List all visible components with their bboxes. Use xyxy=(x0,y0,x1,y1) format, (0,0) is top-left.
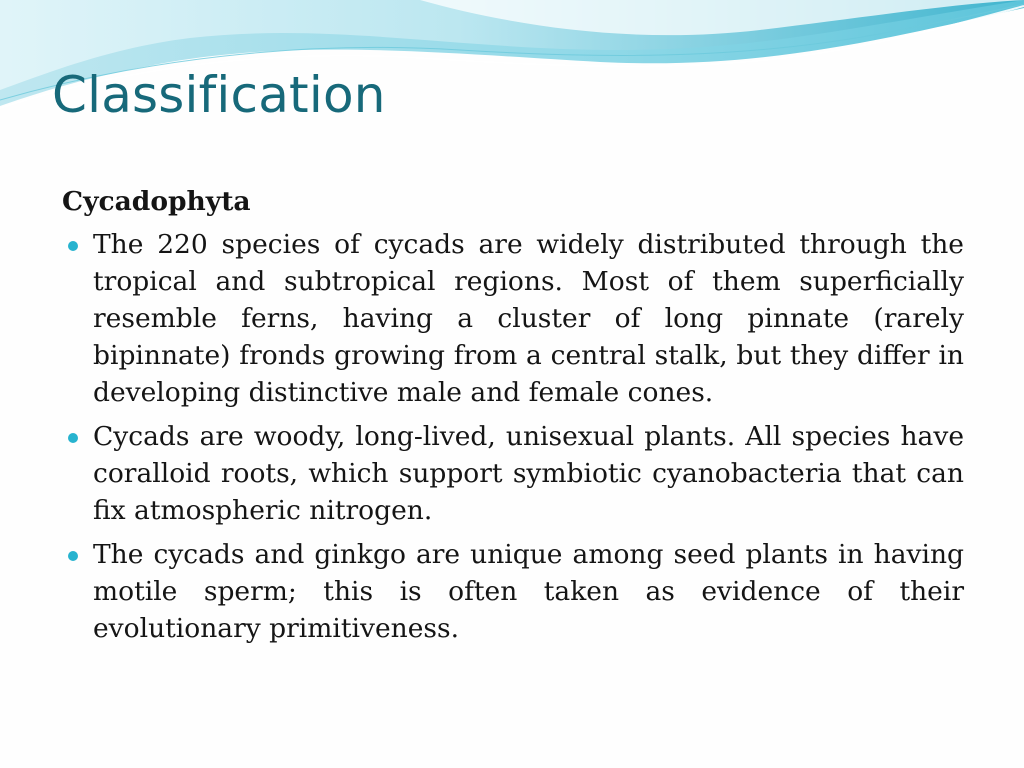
slide-body xyxy=(62,183,964,654)
bullet-text: The cycads and ginkgo are unique among seed plants in having motile sperm; this is often taken as evidence of their evolutionary primitiveness. xyxy=(93,539,964,644)
bullet-dot-icon xyxy=(68,241,78,251)
bullet-dot-icon xyxy=(68,551,78,561)
bullet-item xyxy=(62,226,964,411)
bullet-dot-icon xyxy=(68,433,78,443)
bullet-text: The 220 species of cycads are widely distributed through the tropical and subtropical regions. Most of them superficially resemble ferns, having a cluster of long pinnate (rarely bipinnate) fronds growing from a central stalk, but they differ in developing distinctive male and female cones. xyxy=(93,229,964,408)
bullet-list xyxy=(62,226,964,647)
bullet-item xyxy=(62,418,964,529)
bullet-item xyxy=(62,536,964,647)
section-subheading: Cycadophyta xyxy=(62,186,251,217)
bullet-text: Cycads are woody, long-lived, unisexual plants. All species have coralloid roots, which support symbiotic cyanobacteria that can fix atmospheric nitrogen. xyxy=(93,421,964,526)
slide-title: Classification xyxy=(52,66,386,124)
